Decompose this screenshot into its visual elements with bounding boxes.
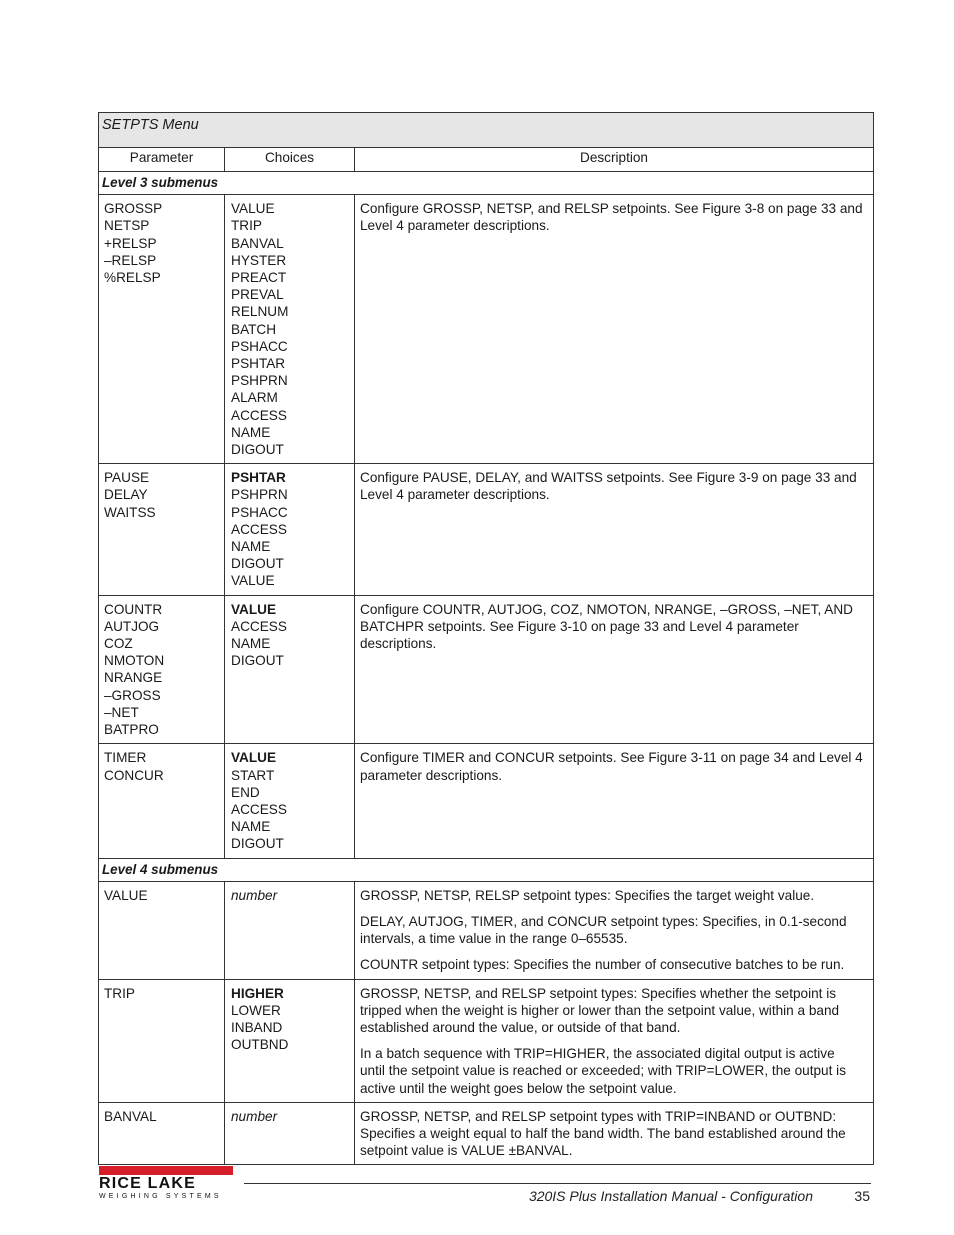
choice: PSHACC [231, 338, 288, 354]
description-cell: Configure TIMER and CONCUR setpoints. See Figure 3-11 on page 34 and Level 4 parameter descriptions. [355, 744, 874, 858]
logo-tagline: WEIGHING SYSTEMS [99, 1193, 222, 1200]
header-description: Description [355, 148, 874, 172]
parameter-name: COUNTR [104, 601, 163, 617]
table-row [99, 881, 874, 979]
choice: ALARM [231, 390, 278, 406]
choices-cell [225, 464, 355, 595]
choice: number [225, 1102, 355, 1165]
table-row [99, 979, 874, 1102]
choice: BATCH [231, 321, 277, 337]
parameter-name: –RELSP [104, 252, 157, 268]
parameter-name: %RELSP [104, 270, 161, 286]
table-row [99, 744, 874, 858]
parameter-name: AUTJOG [104, 618, 160, 634]
choice: OUTBND [231, 1037, 289, 1053]
parameter-cell [99, 744, 225, 858]
choice: PSHACC [231, 504, 288, 520]
level3-label: Level 3 submenus [99, 172, 874, 195]
parameter-name: COZ [104, 636, 133, 652]
page-number: 35 [854, 1188, 870, 1204]
choice: PSHPRN [231, 373, 288, 389]
rice-lake-logo [99, 1166, 235, 1201]
parameter-name: VALUE [99, 881, 225, 979]
choice: PSHTAR [231, 356, 286, 372]
choice: ACCESS [231, 618, 287, 634]
choice: DIGOUT [231, 653, 284, 669]
parameter-name: TRIP [99, 979, 225, 1102]
description-cell: Configure COUNTR, AUTJOG, COZ, NMOTON, NRANGE, –GROSS, –NET, AND BATCHPR setpoints. See Figure 3-10 on page 33 and Level 4 parameter descriptions. [355, 595, 874, 744]
logo-name: RICE LAKE [99, 1175, 197, 1192]
description-cell [355, 979, 874, 1102]
choice: DIGOUT [231, 836, 284, 852]
parameter-name: NETSP [104, 218, 150, 234]
parameter-name: BATPRO [104, 722, 159, 738]
description-cell: Configure PAUSE, DELAY, and WAITSS setpoints. See Figure 3-9 on page 33 and Level 4 parameter descriptions. [355, 464, 874, 595]
choice: START [231, 767, 275, 783]
choice: INBAND [231, 1019, 283, 1035]
parameter-cell [99, 595, 225, 744]
choice: PSHPRN [231, 487, 288, 503]
parameter-cell [99, 195, 225, 464]
description-paragraph: COUNTR setpoint types: Specifies the number of consecutive batches to be run. [360, 957, 845, 973]
choices-cell [225, 744, 355, 858]
description-paragraph: In a batch sequence with TRIP=HIGHER, the associated digital output is active until the setpoint value is reached or exceeded; with TRIP=LOWER, the output is active until the weight goes below the setpoint value. [360, 1046, 846, 1096]
default-choice: VALUE [231, 750, 277, 766]
footer-manual-title: 320IS Plus Installation Manual - Configuration [528, 1188, 813, 1204]
choice: END [231, 784, 260, 800]
parameter-name: GROSSP [104, 201, 163, 217]
choice: ACCESS [231, 801, 287, 817]
description-paragraph: DELAY, AUTJOG, TIMER, and CONCUR setpoint types: Specifies, in 0.1-second intervals, a time value in the range 0–65535. [360, 913, 847, 947]
choice: PREACT [231, 270, 287, 286]
table-row [99, 464, 874, 595]
setpts-menu-table [98, 112, 874, 1165]
header-choices: Choices [225, 148, 355, 172]
choice: LOWER [231, 1002, 281, 1018]
choice: NAME [231, 819, 271, 835]
description-cell [355, 881, 874, 979]
default-choice: VALUE [231, 601, 277, 617]
table-row [99, 1102, 874, 1165]
choice: VALUE [231, 201, 275, 217]
choice: RELNUM [231, 304, 289, 320]
choices-cell [225, 195, 355, 464]
choices-cell [225, 595, 355, 744]
menu-title: SETPTS Menu [99, 113, 874, 148]
parameter-name: TIMER [104, 750, 147, 766]
choice: DIGOUT [231, 442, 284, 458]
table-row [99, 195, 874, 464]
table-row [99, 595, 874, 744]
parameter-name: +RELSP [104, 235, 157, 251]
parameter-name: CONCUR [104, 767, 164, 783]
choice: PREVAL [231, 287, 284, 303]
parameter-name: BANVAL [99, 1102, 225, 1165]
description-cell: Configure GROSSP, NETSP, and RELSP setpoints. See Figure 3-8 on page 33 and Level 4 parameter descriptions. [355, 195, 874, 464]
choice: VALUE [231, 573, 275, 589]
choice: number [225, 881, 355, 979]
parameter-name: NRANGE [104, 670, 163, 686]
parameter-cell [99, 464, 225, 595]
description-paragraph: GROSSP, NETSP, RELSP setpoint types: Specifies the target weight value. [360, 887, 815, 903]
default-choice: PSHTAR [231, 470, 286, 486]
footer-rule [244, 1183, 871, 1184]
choice: NAME [231, 539, 271, 555]
parameter-name: WAITSS [104, 504, 156, 520]
header-parameter: Parameter [99, 148, 225, 172]
choice: NAME [231, 636, 271, 652]
description-paragraph: GROSSP, NETSP, and RELSP setpoint types: Specifies whether the setpoint is tripped when the weight is higher or lower than the setpoint value, within a band established around the value, or outside of that band. [360, 985, 840, 1035]
choice: TRIP [231, 218, 262, 234]
parameter-name: –GROSS [104, 687, 161, 703]
default-choice: HIGHER [231, 985, 284, 1001]
choices-cell [225, 979, 355, 1102]
choice: NAME [231, 424, 271, 440]
parameter-name: NMOTON [104, 653, 165, 669]
choice: HYSTER [231, 252, 287, 268]
description-cell [355, 1102, 874, 1165]
choice: BANVAL [231, 235, 284, 251]
parameter-name: –NET [104, 704, 139, 720]
parameter-name: PAUSE [104, 470, 150, 486]
choice: ACCESS [231, 521, 287, 537]
logo-red-bar [99, 1166, 233, 1175]
parameter-name: DELAY [104, 487, 148, 503]
description-paragraph: GROSSP, NETSP, and RELSP setpoint types with TRIP=INBAND or OUTBND: Specifies a weight equal to half the band width. The band established around the setpoint value is VALUE ±BANVAL. [360, 1108, 846, 1159]
level4-label: Level 4 submenus [99, 858, 874, 881]
choice: DIGOUT [231, 556, 284, 572]
choice: ACCESS [231, 407, 287, 423]
